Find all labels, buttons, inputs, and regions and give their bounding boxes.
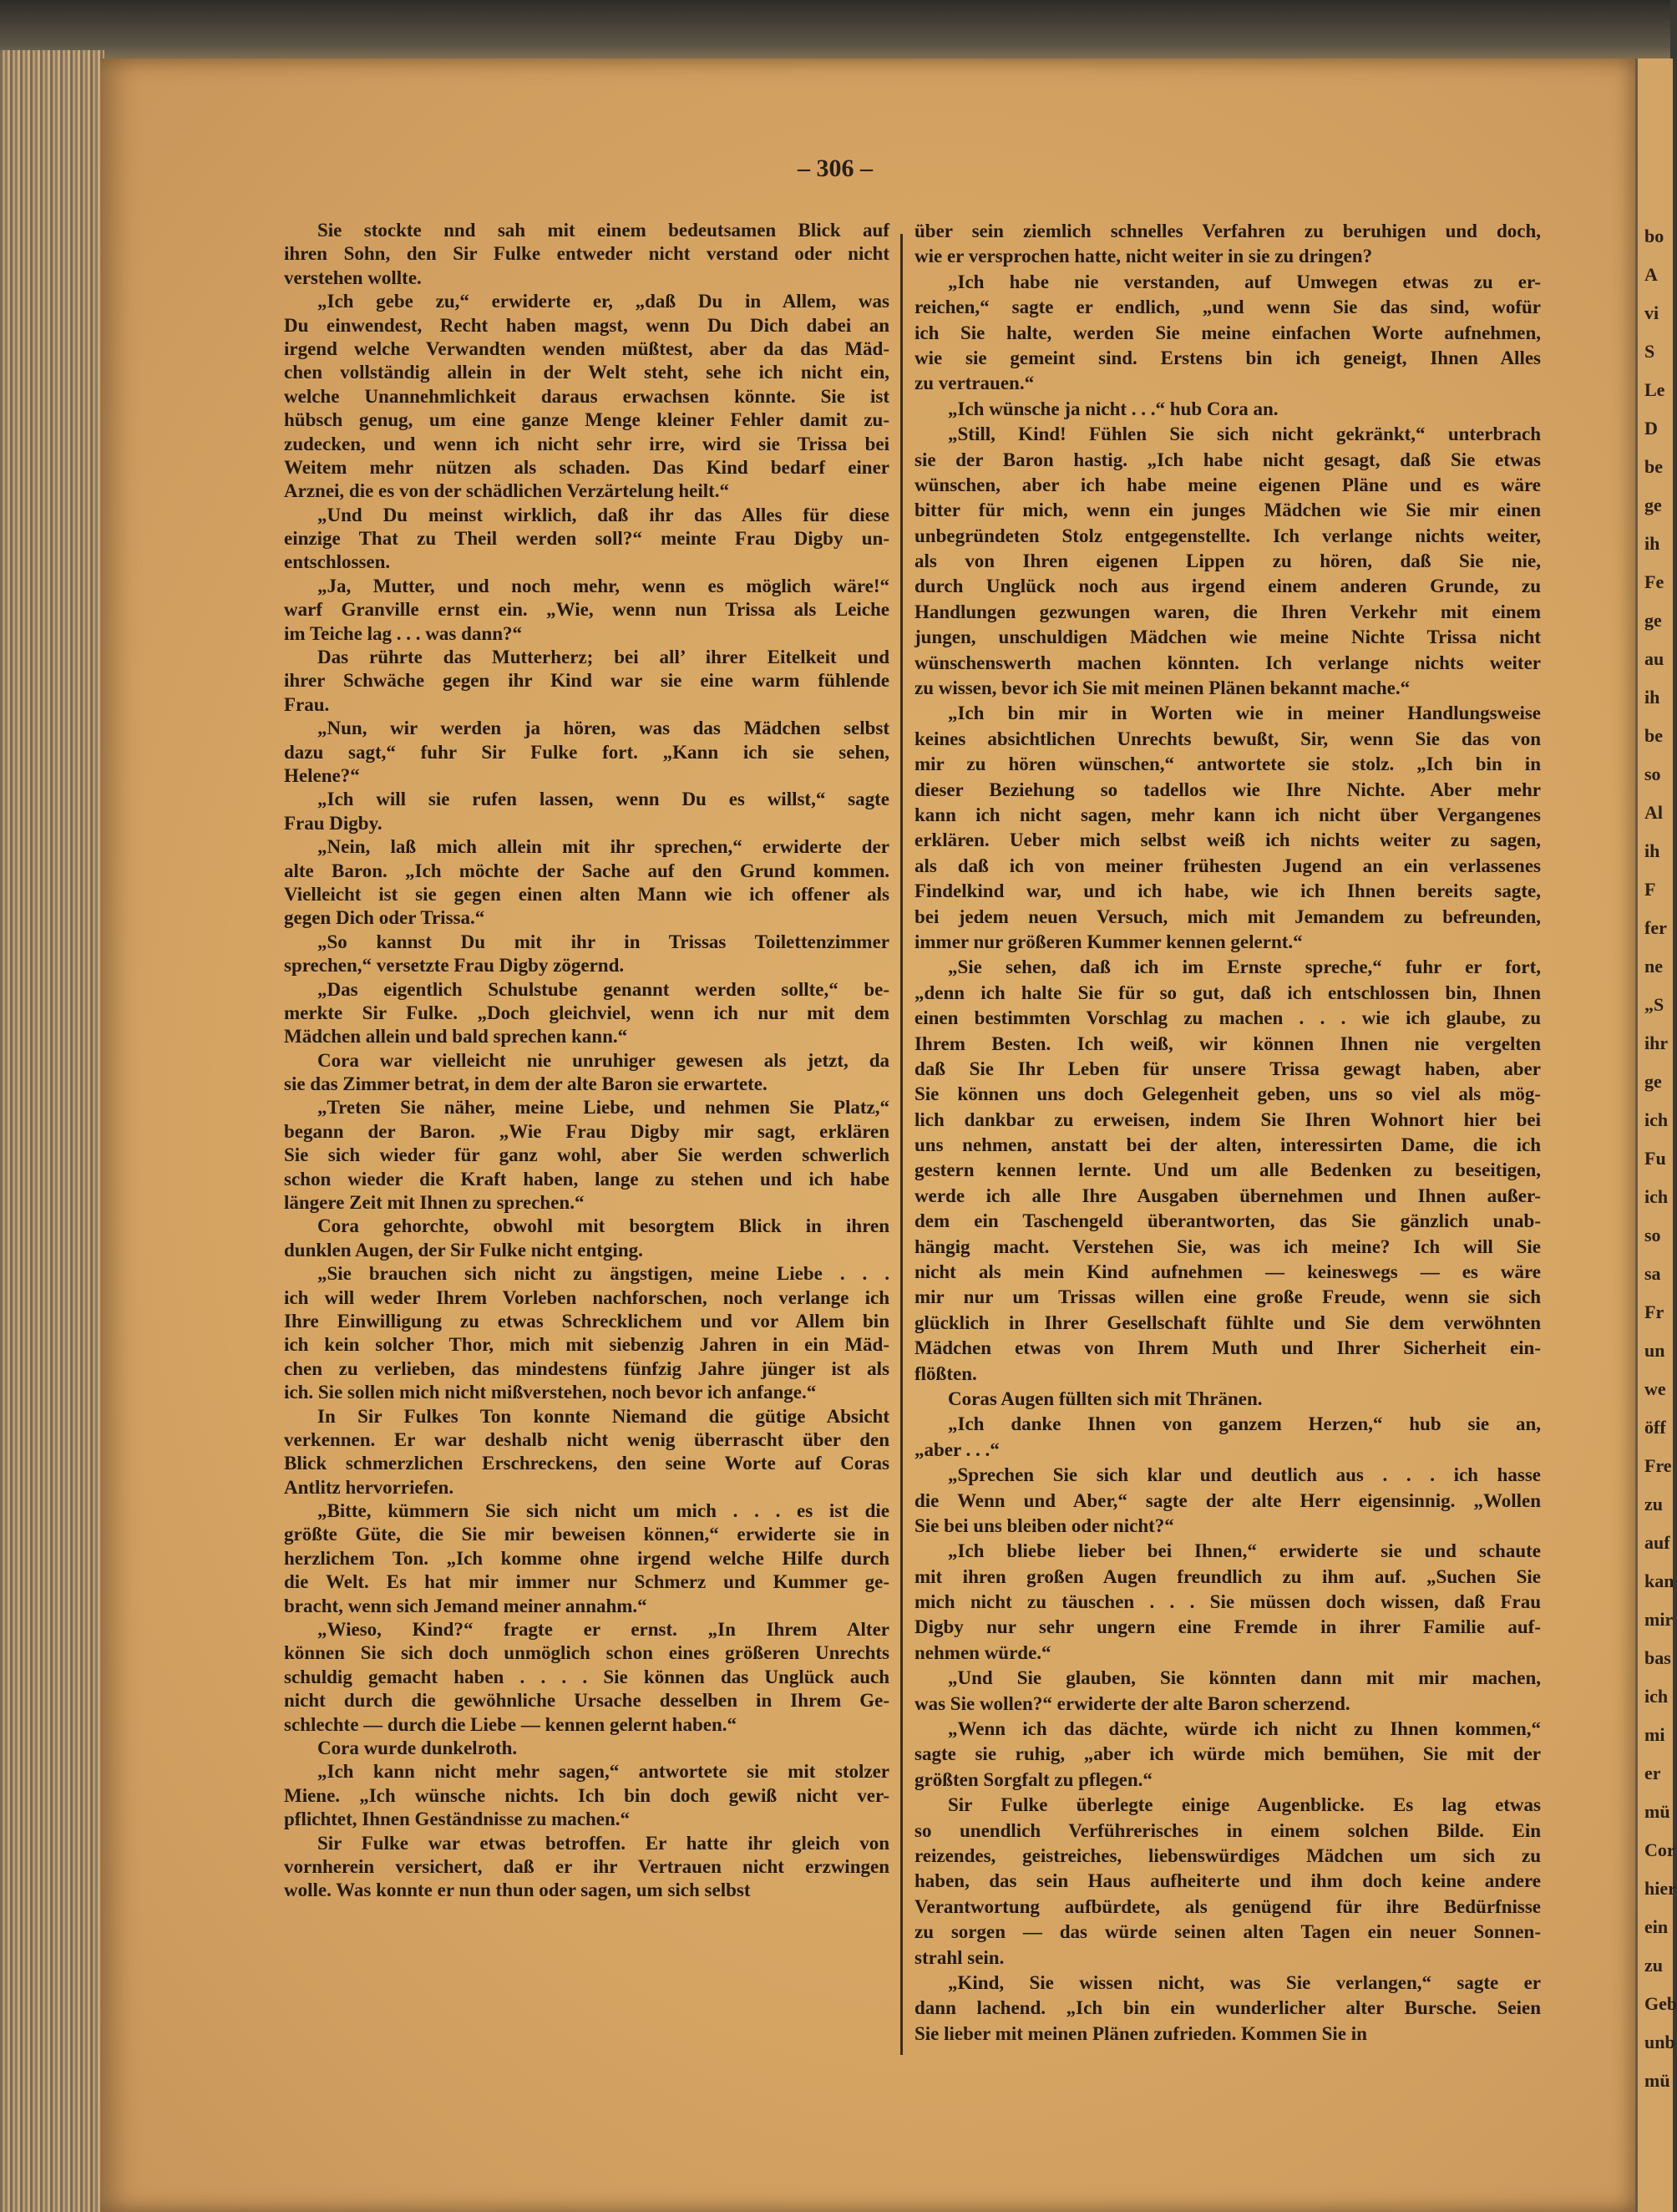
text-line: Digby nur sehr ungern eine Fremde in ihrer Familie auf- xyxy=(914,1616,1541,1638)
paragraph xyxy=(284,575,889,646)
text-line: Sie sich wieder für ganz wohl, aber Sie werden schwerlich xyxy=(284,1144,889,1166)
adjacent-page-fragment: so xyxy=(1644,1225,1661,1246)
text-line: Frau Digby. xyxy=(284,812,383,834)
text-line: zu vertrauen.“ xyxy=(914,373,1035,394)
paragraph xyxy=(914,1793,1541,1971)
text-line: „Ich will sie rufen lassen, wenn Du es willst,“ sagte xyxy=(317,789,889,810)
paragraph xyxy=(284,1832,889,1903)
text-line: nehmen würde.“ xyxy=(914,1641,1051,1663)
adjacent-page-fragment: Fe xyxy=(1644,571,1664,592)
text-line: Sie lieber mit meinen Plänen zufrieden. Kommen Sie in xyxy=(914,2022,1367,2044)
text-line: jungen, unschuldigen Mädchen wie meine Nichte Trissa nicht xyxy=(914,627,1541,648)
text-line: reichen,“ sagte er endlich, „und wenn Sie das sind, wofür xyxy=(914,297,1541,318)
text-line: „aber . . .“ xyxy=(914,1438,1000,1460)
text-line: Sir Fulke war etwas betroffen. Er hatte ihr gleich von xyxy=(317,1832,889,1854)
adjacent-page-fragment: sa xyxy=(1644,1263,1661,1284)
adjacent-page-fragment: ich xyxy=(1644,1686,1669,1707)
text-line: als daß ich von meiner frühesten Jugend an ein verlassenes xyxy=(914,855,1541,876)
text-line: „Kind, Sie wissen nicht, was Sie verlangen,“ sagte er xyxy=(948,1971,1541,1993)
adjacent-page-fragment: fer xyxy=(1644,917,1667,938)
adjacent-page-fragment: ihr xyxy=(1644,1032,1669,1053)
adjacent-page-fragment: Al xyxy=(1644,802,1663,823)
adjacent-page-fragment: Le xyxy=(1644,379,1665,400)
text-line: „Treten Sie näher, meine Liebe, und nehmen Sie Platz,“ xyxy=(317,1097,889,1119)
text-line: dem ein Taschengeld überantworten, das Sie gänzlich unab- xyxy=(914,1210,1541,1232)
paragraph xyxy=(284,219,889,290)
text-line: Cora war vielleicht nie unruhiger gewesen als jetzt, da xyxy=(317,1049,889,1071)
paragraph xyxy=(914,397,1541,422)
adjacent-page-fragment: bo xyxy=(1644,226,1664,246)
paragraph xyxy=(284,504,889,575)
text-line: Mädchen allein und bald sprechen kann.“ xyxy=(284,1026,628,1048)
adjacent-page-fragment: ge xyxy=(1644,495,1662,515)
text-line: Miene. „Ich wünsche nichts. Ich bin doch gewiß nicht ver- xyxy=(284,1784,889,1806)
adjacent-page-fragment: ein xyxy=(1644,1916,1669,1937)
paragraph xyxy=(284,717,889,788)
text-line: „Ich habe nie verstanden, auf Umwegen etwas zu er- xyxy=(948,271,1541,292)
adjacent-page-fragment: mir xyxy=(1644,1609,1674,1630)
adjacent-page-fragment: Fr xyxy=(1644,1301,1664,1322)
text-line: „Ich bliebe lieber bei Ihnen,“ erwiderte sie und schaute xyxy=(948,1540,1541,1562)
text-line: die Welt. Es hat mir immer nur Schmerz und Kummer ge- xyxy=(284,1571,889,1593)
paragraph xyxy=(914,1387,1541,1412)
text-line: verstehen wollte. xyxy=(284,266,422,288)
text-line: ich kein solcher Thor, mich mit siebenzig Jahren in ein Mäd- xyxy=(284,1334,889,1356)
text-line: Frau. xyxy=(284,693,330,715)
text-line: Vielleicht ist sie gegen einen alten Mann wie ich offener als xyxy=(284,883,889,905)
text-line: merkte Sir Fulke. „Doch gleichviel, wenn ich nur mit dem xyxy=(284,1002,889,1023)
adjacent-page-fragment: unb xyxy=(1644,2032,1675,2052)
text-line: „Sprechen Sie sich klar und deutlich aus . . . ich hasse xyxy=(948,1464,1541,1486)
text-line: sagte sie ruhig, „aber ich würde mich bemühen, Sie mit der xyxy=(914,1743,1541,1765)
text-line: hängig macht. Verstehen Sie, was ich meine? Ich will Sie xyxy=(914,1235,1541,1257)
adjacent-page-fragment: S xyxy=(1644,341,1655,362)
paragraph xyxy=(284,1049,889,1097)
text-line: pflichtet, Ihnen Geständnisse zu machen.“ xyxy=(284,1809,631,1830)
text-line: zu sorgen — das würde seinen alten Tagen ein neuer Sonnen- xyxy=(914,1921,1541,1943)
text-line: als von Ihren eigenen Lippen zu hören, daß Sie nie, xyxy=(914,550,1541,572)
adjacent-page-fragment: au xyxy=(1644,648,1664,669)
text-line: mich nicht zu täuschen . . . Sie müssen doch wissen, daß Frau xyxy=(914,1591,1541,1613)
adjacent-page xyxy=(1635,58,1677,2212)
text-line: uns nehmen, anstatt bei der alten, interessirten Dame, die ich xyxy=(914,1134,1541,1156)
text-line: unbegründeten Stolz entgegenstellte. Ich verlange nichts weiter, xyxy=(914,525,1541,546)
paragraph xyxy=(284,1760,889,1831)
adjacent-page-fragment: hier xyxy=(1644,1878,1676,1899)
text-line: bitter für mich, wenn ein junges Mädchen wie Sie mir einen xyxy=(914,500,1541,521)
adjacent-page-fragment: be xyxy=(1644,456,1663,477)
text-line: Findelkind war, und ich habe, wie ich Ihnen bereits sagte, xyxy=(914,880,1541,902)
text-column-right xyxy=(914,219,1541,2047)
paragraph xyxy=(914,1971,1541,2047)
text-line: ihren Sohn, den Sir Fulke entweder nicht verstand oder nicht xyxy=(284,243,889,265)
text-line: einen bestimmten Vorschlag zu machen . . . wie ich glaube, zu xyxy=(914,1007,1541,1029)
text-line: wolle. Was konnte er nun thun oder sagen, um sich selbst xyxy=(284,1880,751,1901)
adjacent-page-fragment: ge xyxy=(1644,1071,1662,1092)
text-line: schon wieder die Kraft haben, lange zu stehen und ich habe xyxy=(284,1168,889,1190)
text-line: Sie können uns doch Gelegenheit geben, uns so viel als mög- xyxy=(914,1083,1541,1105)
text-line: wünschen, aber ich habe meine eigenen Pläne und es wäre xyxy=(914,474,1541,495)
text-line: flößten. xyxy=(914,1362,977,1384)
text-line: dazu sagt,“ fuhr Sir Fulke fort. „Kann ich sie sehen, xyxy=(284,741,889,763)
adjacent-page-fragment: Geb xyxy=(1644,1993,1677,2014)
text-line: wie er versprochen hatte, nicht weiter in sie zu dringen? xyxy=(914,246,1373,267)
paragraph xyxy=(284,1096,889,1215)
text-line: alte Baron. „Ich möchte der Sache auf den Grund kommen. xyxy=(284,860,889,881)
text-line: durch Unglück noch aus irgend einem anderen Grunde, zu xyxy=(914,576,1541,597)
text-line: warf Granville ernst ein. „Wie, wenn nun Trissa als Leiche xyxy=(284,599,889,621)
adjacent-page-fragment: un xyxy=(1644,1340,1665,1361)
text-line: „Ja, Mutter, und noch mehr, wenn es möglich wäre!“ xyxy=(317,575,889,596)
adjacent-page-fragment: mü xyxy=(1644,2070,1670,2091)
adjacent-page-fragment: vi xyxy=(1644,302,1659,323)
text-line: Verantwortung aufbürdete, als genügend für ihre Bedürfnisse xyxy=(914,1895,1541,1917)
text-line: „Und Du meinst wirklich, daß ihr das Alles für diese xyxy=(317,504,889,525)
adjacent-page-fragment: A xyxy=(1644,264,1658,285)
adjacent-page-fragment: Cor xyxy=(1644,1839,1675,1860)
text-line: „Ich bin mir in Worten wie in meiner Handlungsweise xyxy=(948,703,1541,724)
text-line: gestern kennen lernte. Und um alle Bedenken zu beseitigen, xyxy=(914,1159,1541,1181)
text-line: mir zu hören wünschen,“ antwortete sie stolz. „Ich bin in xyxy=(914,753,1541,775)
text-line: nicht als mein Kind aufnehmen — keineswegs — es wäre xyxy=(914,1261,1541,1283)
text-line: zudecken, und wenn ich nicht sehr irre, wird sie Trissa bei xyxy=(284,433,889,454)
text-line: Das rührte das Mutterherz; bei all’ ihrer Eitelkeit und xyxy=(317,647,889,668)
adjacent-page-fragment: Fre xyxy=(1644,1455,1672,1476)
page-number: – 306 – xyxy=(798,155,873,182)
text-line: „Sie sehen, daß ich im Ernste spreche,“ fuhr er fort, xyxy=(948,956,1541,978)
paragraph xyxy=(284,290,889,504)
adjacent-page-fragment: öff xyxy=(1644,1417,1666,1438)
text-line: ich Sie halte, werden Sie meine einfachen Worte aufnehmen, xyxy=(914,322,1541,343)
text-line: mit ihren großen Augen freundlich zu ihm auf. „Suchen Sie xyxy=(914,1565,1541,1587)
text-line: verkennen. Er war deshalb nicht wenig überrascht über den xyxy=(284,1428,889,1450)
paragraph xyxy=(914,1717,1541,1793)
text-line: Antlitz hervorriefen. xyxy=(284,1476,454,1498)
text-line: welche Unannehmlichkeit daraus erwachsen könnte. Sie ist xyxy=(284,385,889,407)
paragraph xyxy=(914,1666,1541,1717)
text-line: „Wieso, Kind?“ fragte er ernst. „In Ihrem Alter xyxy=(317,1619,889,1641)
text-line: herzlichem Ton. „Ich komme ohne irgend welche Hilfe durch xyxy=(284,1547,889,1569)
text-line: keines absichtlichen Unrechts bewußt, Sir, wenn Sie das von xyxy=(914,728,1541,749)
text-line: größten Sorgfalt zu pflegen.“ xyxy=(914,1768,1153,1790)
text-line: Sir Fulke überlegte einige Augenblicke. Es lag etwas xyxy=(948,1794,1541,1816)
book-page-edges xyxy=(0,50,104,2212)
adjacent-page-fragment: ne xyxy=(1644,956,1663,977)
text-line: einzige That zu Theil werden soll?“ meinte Frau Digby un- xyxy=(284,528,889,550)
text-line: immer nur größeren Kummer kennen gelernt.“ xyxy=(914,931,1303,952)
text-line: „Ich wünsche ja nicht . . .“ hub Cora an. xyxy=(948,398,1279,419)
text-line: Weitem mehr nützen als schaden. Das Kind bedarf einer xyxy=(284,456,889,478)
text-line: „Das eigentlich Schulstube genannt werden sollte,“ be- xyxy=(317,978,889,1000)
text-column-left xyxy=(284,219,889,1903)
adjacent-page-fragment: D xyxy=(1644,418,1658,439)
adjacent-page-fragment: Fu xyxy=(1644,1148,1666,1169)
text-line: zu wissen, bevor ich Sie mit meinen Plänen bekannt mache.“ xyxy=(914,677,1411,699)
text-line: Blick schmerzlichen Erschreckens, den seine Worte auf Coras xyxy=(284,1453,889,1474)
paragraph xyxy=(284,978,889,1049)
text-line: ich. Sie sollen mich nicht mißverstehen, noch bevor ich anfange.“ xyxy=(284,1382,817,1403)
text-line: Handlungen gezwungen waren, die Ihren Verkehr mit einem xyxy=(914,601,1541,622)
paragraph xyxy=(914,1539,1541,1666)
paragraph xyxy=(914,422,1541,701)
paragraph xyxy=(914,955,1541,1387)
text-line: daß Sie Ihr Leben für unsere Trissa gewagt haben, aber xyxy=(914,1058,1541,1079)
paragraph xyxy=(284,1618,889,1737)
text-line: vornherein versichert, daß er ihr Vertrauen nicht erzwingen xyxy=(284,1855,889,1877)
text-line: kann ich nicht sagen, mehr kann ich nicht über Vergangenes xyxy=(914,804,1541,825)
text-line: mir nur um Trissas willen eine große Freude, wenn sie sich xyxy=(914,1286,1541,1308)
adjacent-page-fragment: so xyxy=(1644,764,1661,784)
text-line: irgend welche Verwandten wenden müßtest, aber da das Mäd- xyxy=(284,337,889,359)
text-line: bei jedem neuen Versuch, mich mit Jemandem zu befreunden, xyxy=(914,906,1541,927)
text-line: „Ich danke Ihnen von ganzem Herzen,“ hub sie an, xyxy=(948,1413,1541,1435)
paragraph xyxy=(914,701,1541,955)
text-line: wünschenswerth machen könnten. Ich verlange nichts weiter xyxy=(914,652,1541,673)
adjacent-page-fragment: mi xyxy=(1644,1724,1665,1745)
text-line: werde ich alle Ihre Ausgaben übernehmen und Ihnen außer- xyxy=(914,1185,1541,1206)
text-line: wie sie gemeint sind. Erstens bin ich geneigt, Ihnen Alles xyxy=(914,347,1541,368)
text-line: Du einwendest, Recht haben magst, wenn Du Dich dabei an xyxy=(284,314,889,336)
paragraph xyxy=(284,646,889,717)
paragraph xyxy=(914,1463,1541,1539)
text-line: schlechte — durch die Liebe — kennen gelernt haben.“ xyxy=(284,1713,737,1735)
adjacent-page-fragment: ich xyxy=(1644,1109,1669,1130)
text-line: „Sie brauchen sich nicht zu ängstigen, meine Liebe . . . xyxy=(317,1263,889,1285)
text-line: sie der Baron hastig. „Ich habe nicht gesagt, daß Sie etwas xyxy=(914,449,1541,470)
text-line: „Wenn ich das dächte, würde ich nicht zu Ihnen kommen,“ xyxy=(948,1718,1541,1740)
adjacent-page-fragment: er xyxy=(1644,1763,1661,1783)
text-line: chen zu verlieben, das mindestens fünfzig Jahre jünger ist als xyxy=(284,1357,889,1379)
text-line: hübsch genug, um eine ganze Menge kleiner Fehler damit zu- xyxy=(284,409,889,431)
adjacent-page-fragment: ge xyxy=(1644,610,1662,631)
text-line: glücklich in Ihrer Gesellschaft fühlte und Sie dem verwöhnten xyxy=(914,1311,1541,1333)
text-line: so unendlich Verführerisches in einem solchen Bilde. Ein xyxy=(914,1819,1541,1841)
adjacent-page-fragment: ih xyxy=(1644,840,1660,861)
adjacent-page-fragment: be xyxy=(1644,725,1663,746)
adjacent-page-fragment: bas xyxy=(1644,1647,1671,1668)
text-line: bracht, wenn sich Jemand meiner annahm.“ xyxy=(284,1595,647,1616)
text-line: Ihre Einwilligung zu etwas Schrecklichem und vor Allem bin xyxy=(284,1310,889,1332)
text-line: In Sir Fulkes Ton konnte Niemand die gütige Absicht xyxy=(317,1405,889,1427)
text-line: chen vollständig allein in der Welt steht, sehe ich nicht ein, xyxy=(284,362,889,383)
adjacent-page-fragment: zu xyxy=(1644,1955,1663,1976)
text-line: Sie stockte nnd sah mit einem bedeutsamen Blick auf xyxy=(317,220,889,241)
paragraph xyxy=(914,219,1541,270)
adjacent-page-fragment: mü xyxy=(1644,1801,1670,1822)
text-line: haben, das sein Haus aufheiterte und ihm doch keine andere xyxy=(914,1870,1541,1892)
text-line: Sie bei uns bleiben oder nicht?“ xyxy=(914,1514,1174,1536)
text-line: entschlossen. xyxy=(284,551,391,573)
text-line: „Und Sie glauben, Sie könnten dann mit mir machen, xyxy=(948,1667,1541,1689)
text-line: über sein ziemlich schnelles Verfahren zu beruhigen und doch, xyxy=(914,221,1541,241)
text-line: die Wenn und Aber,“ sagte der alte Herr eigensinnig. „Wollen xyxy=(914,1489,1541,1511)
adjacent-page-fragment: auf xyxy=(1644,1532,1670,1553)
paragraph xyxy=(914,1412,1541,1463)
text-line: „Nein, laß mich allein mit ihr sprechen,“ erwiderte der xyxy=(317,836,889,858)
column-divider xyxy=(900,234,903,2055)
text-line: Coras Augen füllten sich mit Thränen. xyxy=(948,1388,1263,1409)
text-line: Helene?“ xyxy=(284,764,360,786)
text-line: gegen Dich oder Trissa.“ xyxy=(284,907,485,929)
adjacent-page-fragment: „S xyxy=(1644,994,1664,1015)
text-line: strahl sein. xyxy=(914,1946,1005,1968)
text-line: sie das Zimmer betrat, in dem der alte Baron sie erwartete. xyxy=(284,1073,768,1095)
text-line: lich dankbar zu erweisen, indem Sie Ihren Wohnort hier bei xyxy=(914,1109,1541,1130)
text-line: „Ich gebe zu,“ erwiderte er, „daß Du in Allem, was xyxy=(317,291,889,312)
paragraph xyxy=(914,270,1541,397)
paragraph xyxy=(284,835,889,931)
adjacent-page-fragment: we xyxy=(1644,1378,1666,1399)
text-line: was Sie wollen?“ erwiderte der alte Baron scherzend. xyxy=(914,1692,1350,1714)
text-line: dunklen Augen, der Sir Fulke nicht entging. xyxy=(284,1239,643,1261)
text-line: „Nun, wir werden ja hören, was das Mädchen selbst xyxy=(317,718,889,739)
text-line: ich will weder Ihrem Vorleben nachforschen, noch verlange ich xyxy=(284,1286,889,1308)
adjacent-page-fragment: ih xyxy=(1644,533,1660,554)
text-line: längere Zeit mit Ihnen zu sprechen.“ xyxy=(284,1192,585,1214)
text-line: sprechen,“ versetzte Frau Digby zögernd. xyxy=(284,955,625,977)
paragraph xyxy=(284,1262,889,1404)
paragraph xyxy=(284,788,889,835)
text-line: größte Güte, die Sie mir beweisen können,“ erwiderte sie in xyxy=(284,1524,889,1545)
paragraph xyxy=(284,1737,889,1760)
paragraph xyxy=(284,931,889,978)
text-line: Cora wurde dunkelroth. xyxy=(317,1738,518,1758)
text-line: dann lachend. „Ich bin ein wunderlicher alter Bursche. Seien xyxy=(914,1997,1541,2019)
adjacent-page-fragment: zu xyxy=(1644,1494,1663,1514)
text-line: ihrer Schwäche gegen ihr Kind war sie eine warm fühlende xyxy=(284,670,889,692)
text-line: „Bitte, kümmern Sie sich nicht um mich . . . es ist die xyxy=(317,1500,889,1522)
text-line: reizendes, geistreiches, liebenswürdiges Mädchen um sich zu xyxy=(914,1845,1541,1866)
text-line: dieser Beziehung so tadellos wie Ihre Nichte. Aber mehr xyxy=(914,779,1541,800)
text-line: „Still, Kind! Fühlen Sie sich nicht gekränkt,“ unterbrach xyxy=(948,424,1541,445)
text-line: „Ich kann nicht mehr sagen,“ antwortete sie mit stolzer xyxy=(317,1761,889,1783)
text-line: Cora gehorchte, obwohl mit besorgtem Blick in ihren xyxy=(317,1215,889,1237)
text-line: erklären. Ueber mich selbst weiß ich nichts weiter zu sagen, xyxy=(914,830,1541,851)
text-line: im Teiche lag . . . was dann?“ xyxy=(284,622,522,644)
text-line: begann der Baron. „Wie Frau Digby mir sagt, erklären xyxy=(284,1120,889,1142)
paragraph xyxy=(284,1215,889,1262)
text-line: nicht durch die gewöhnliche Ursache desselben in Ihrem Ge- xyxy=(284,1690,889,1712)
text-line: Arznei, die es von der schädlichen Verzärtelung heilt.“ xyxy=(284,480,730,502)
text-line: können Sie sich doch unmöglich schon eines größeren Unrechts xyxy=(284,1642,889,1664)
text-line: Mädchen etwas von Ihrem Muth und Ihrer Sicherheit ein- xyxy=(914,1337,1541,1359)
adjacent-page-fragment: kan xyxy=(1644,1570,1674,1591)
text-line: „denn ich halte Sie für so gut, daß ich entschlossen bin, Ihnen xyxy=(914,982,1541,1003)
paragraph xyxy=(284,1405,889,1500)
adjacent-page-fragment: ih xyxy=(1644,687,1660,708)
text-line: Ihrem Besten. Ich weiß, wir können Ihnen nie vergelten xyxy=(914,1032,1541,1054)
paragraph xyxy=(284,1499,889,1618)
text-line: „So kannst Du mit ihr in Trissas Toilettenzimmer xyxy=(317,931,889,952)
text-line: schuldig gemacht haben . . . . Sie können das Unglück auch xyxy=(284,1666,889,1687)
adjacent-page-fragment: ich xyxy=(1644,1186,1669,1207)
adjacent-page-fragment: F xyxy=(1644,879,1656,900)
